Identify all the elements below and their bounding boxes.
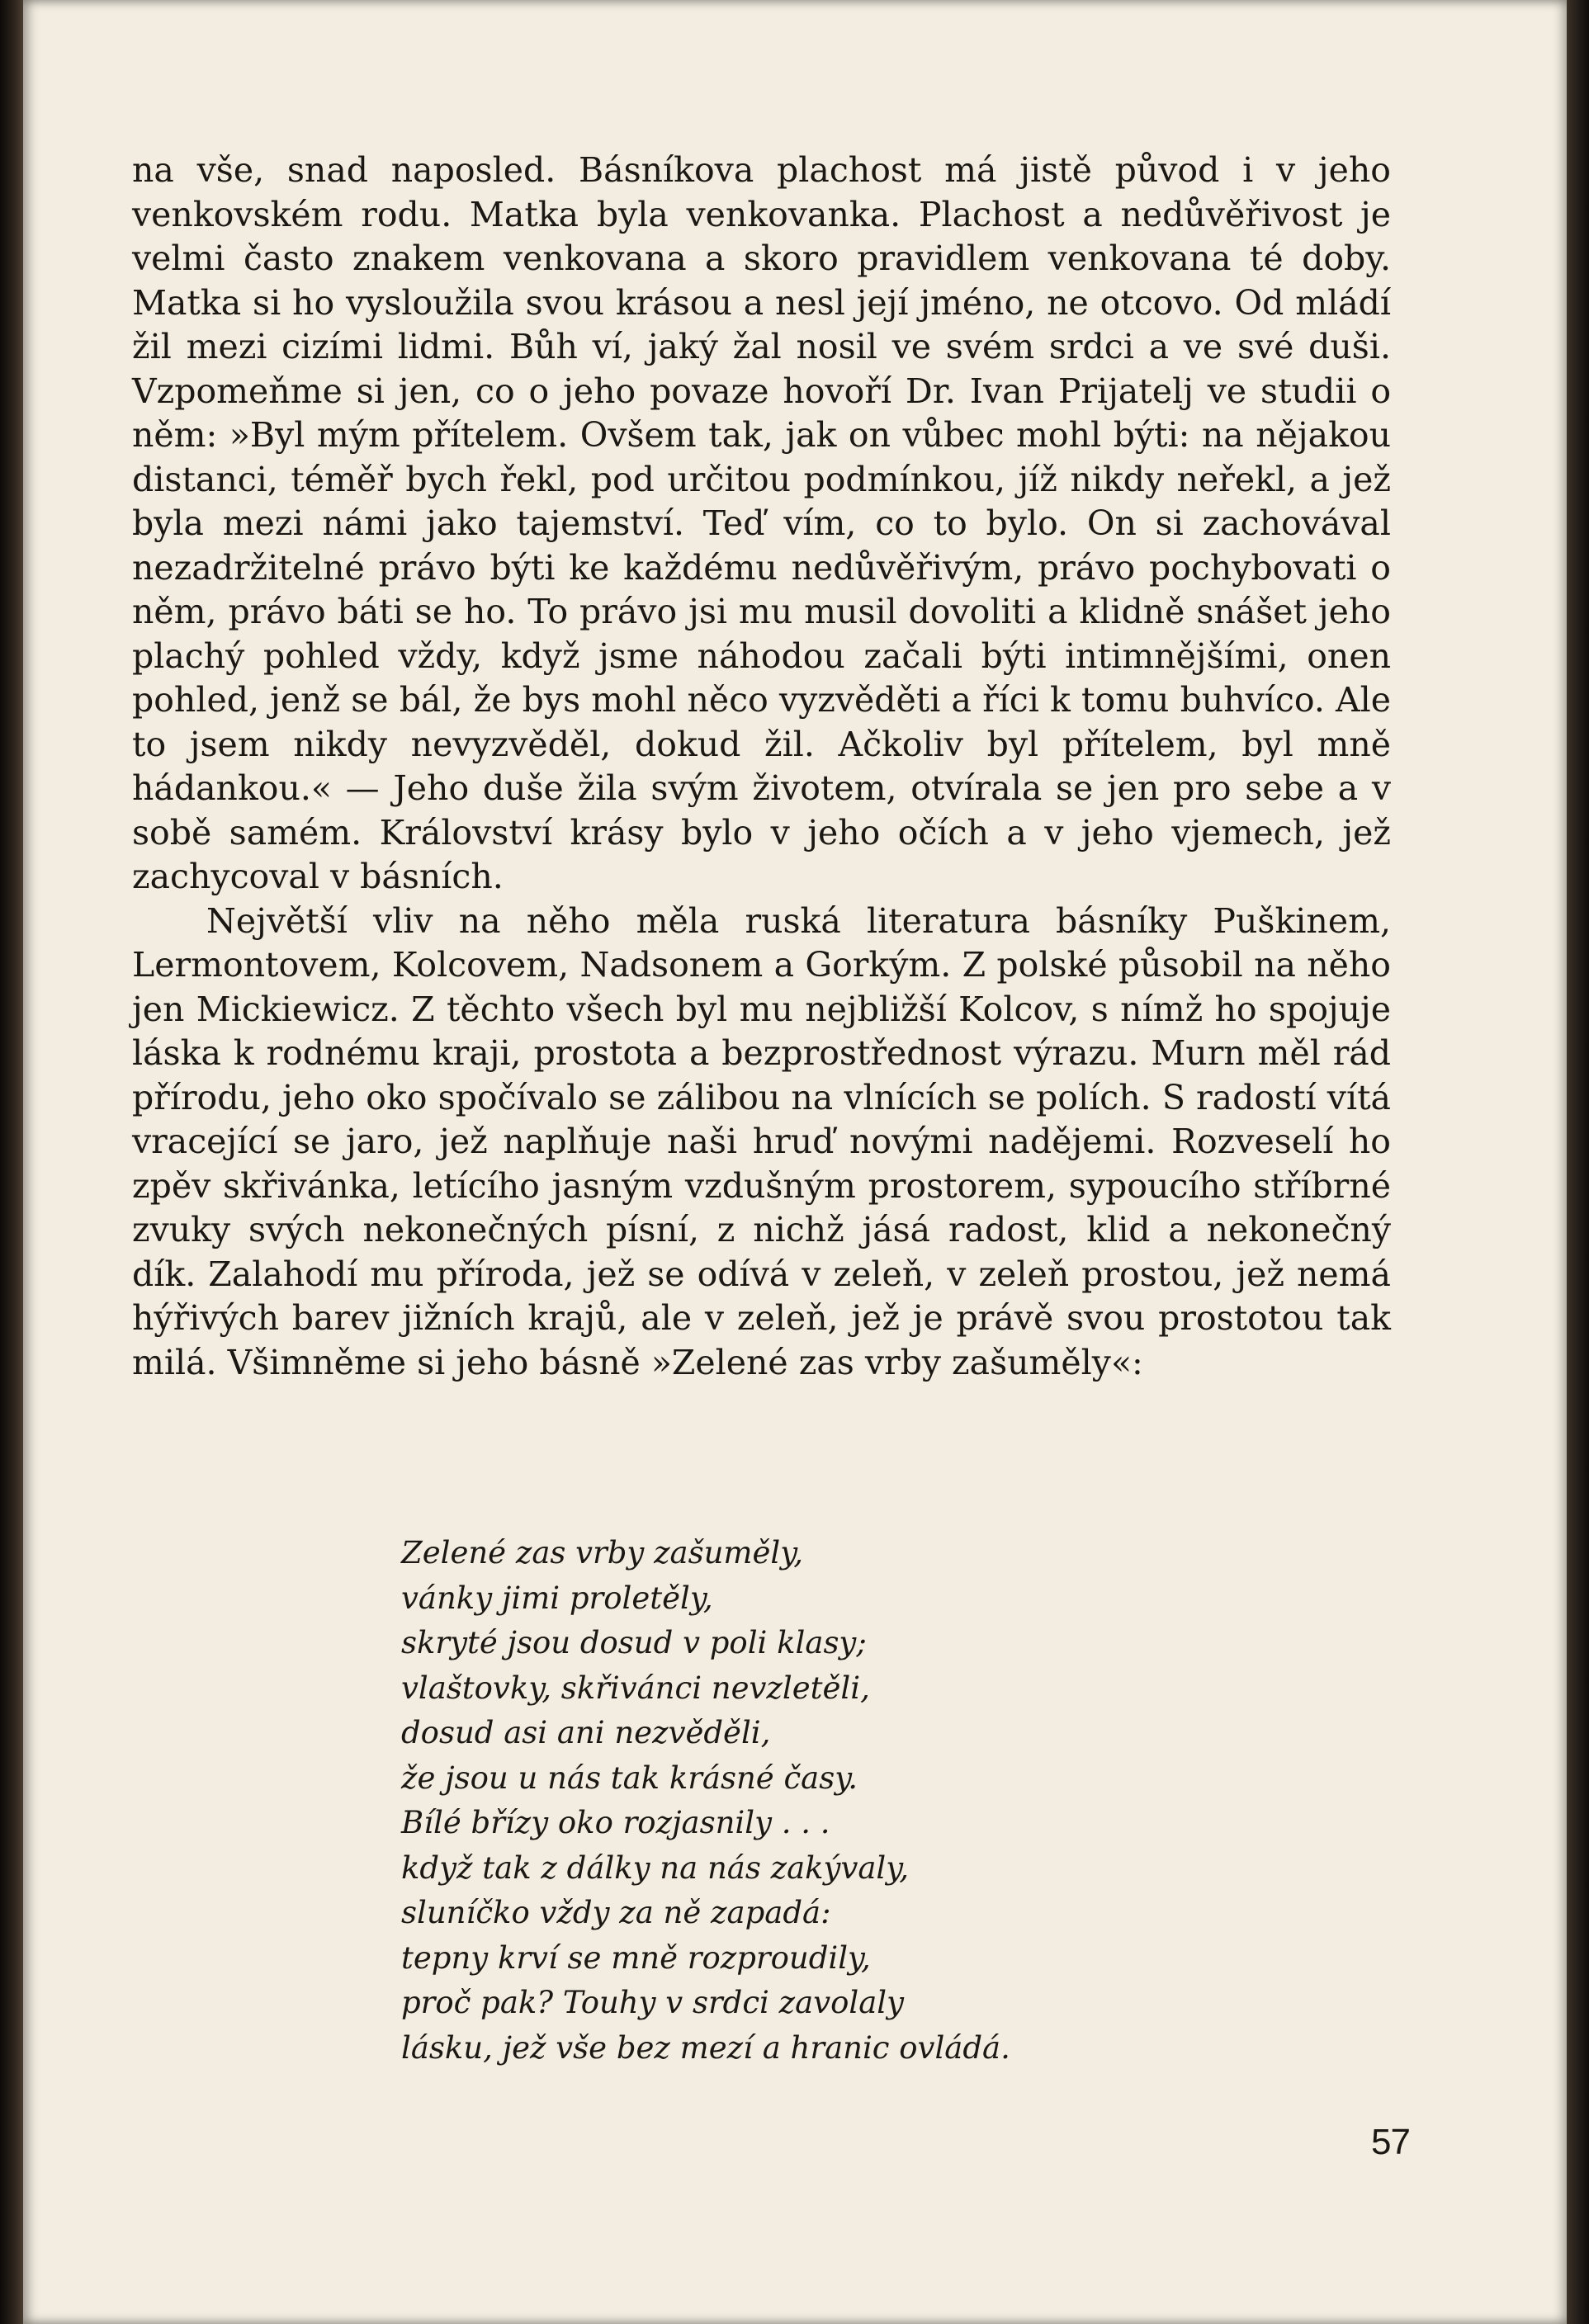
poem-line: tepny krví se mně rozproudily, <box>401 1939 871 1976</box>
poem-block <box>401 1531 1227 2071</box>
poem-line: vlaštovky, skřivánci nevzletěli, <box>401 1670 870 1706</box>
page-number: 57 <box>1371 2122 1410 2162</box>
book-spine-shadow <box>0 0 23 2324</box>
poem-line: dosud asi ani nezvěděli, <box>401 1715 771 1750</box>
body-text <box>132 149 1391 1385</box>
paragraph: Největší vliv na něho měla ruská literatura básníky Puškinem, Lermontovem, Kolcovem, Nadsonem a Gorkým. Z polské působil na něho jen Mickiewicz. Z těchto všech byl mu nejbližší Kolcov, s nímž ho spojuje láska k rodnému kraji, prostota a bezprostřednost výrazu. Murn měl rád přírodu, jeho oko spočívalo se zálibou na vlnících se polích. S radostí vítá vracející se jaro, jež naplňuje naši hruď novými nadějemi. Rozveselí ho zpěv skřivánka, letícího jasným vzdušným prostorem, sypoucího stříbrné zvuky svých nekonečných písní, z nichž jásá radost, klid a nekonečný dík. Zalahodí mu příroda, jež se odívá v zeleň, v zeleň prostou, jež nemá hýřivých barev jižních krajů, ale v zeleň, jež je právě svou prostotou tak milá. Všimněme si jeho básně »Zelené zas vrby zašuměly«: <box>132 900 1391 1382</box>
paragraph: na vše, snad naposled. Básníkova plachost má jistě původ i v jeho venkovském rodu. Matka byla venkovanka. Plachost a nedůvěřivost je velmi často znakem venkovana a skoro pravidlem venkovana té doby. Matka si ho vysloužila svou krásou a nesl její jméno, ne otcovo. Od mládí žil mezi cizími lidmi. Bůh ví, jaký žal nosil ve svém srdci a ve své duši. Vzpomeňme si jen, co o jeho povaze hovoří Dr. Ivan Prijatelj ve studii o něm: »Byl mým přítelem. Ovšem tak, jak on vůbec mohl býti: na nějakou distanci, téměř bych řekl, pod určitou podmínkou, jíž nikdy neřekl, a jež byla mezi námi jako tajemství. Teď vím, co to bylo. On si zachovával nezadržitelné právo býti ke každému nedůvěřivým, právo pochybovati o něm, právo báti se ho. To právo jsi mu musil dovoliti a klidně snášet jeho plachý pohled vždy, když jsme náhodou začali býti intimnějšími, onen pohled, jenž se bál, že bys mohl něco vyzvěděti a říci k tomu buhvíco. Ale to jsem nikdy nevyzvěděl, dokud žil. Ačkoliv byl přítelem, byl mně hádankou.« — Jeho duše žila svým životem, otvírala se jen pro sebe a v sobě samém. Království krásy bylo v jeho očích a v jeho vjemech, jež zachycoval v básních. <box>132 150 1391 896</box>
poem-line: Bílé břízy oko rozjasnily . . . <box>401 1805 830 1840</box>
poem-line: proč pak? Touhy v srdci zavolaly <box>401 1985 905 2020</box>
page-edge-shadow <box>1567 0 1589 2324</box>
poem-line: lásku, jež vše bez mezí a hranic ovládá. <box>401 2029 1010 2066</box>
poem-line: vánky jimi proletěly, <box>401 1580 713 1616</box>
poem-line: skryté jsou dosud v poli klasy; <box>401 1625 867 1660</box>
poem-line: Zelené zas vrby zašuměly, <box>401 1535 803 1571</box>
poem-line: sluníčko vždy za ně zapadá: <box>401 1895 831 1930</box>
poem-line: že jsou u nás tak krásné časy. <box>401 1760 858 1796</box>
poem-line: když tak z dálky na nás zakývaly, <box>401 1849 909 1886</box>
